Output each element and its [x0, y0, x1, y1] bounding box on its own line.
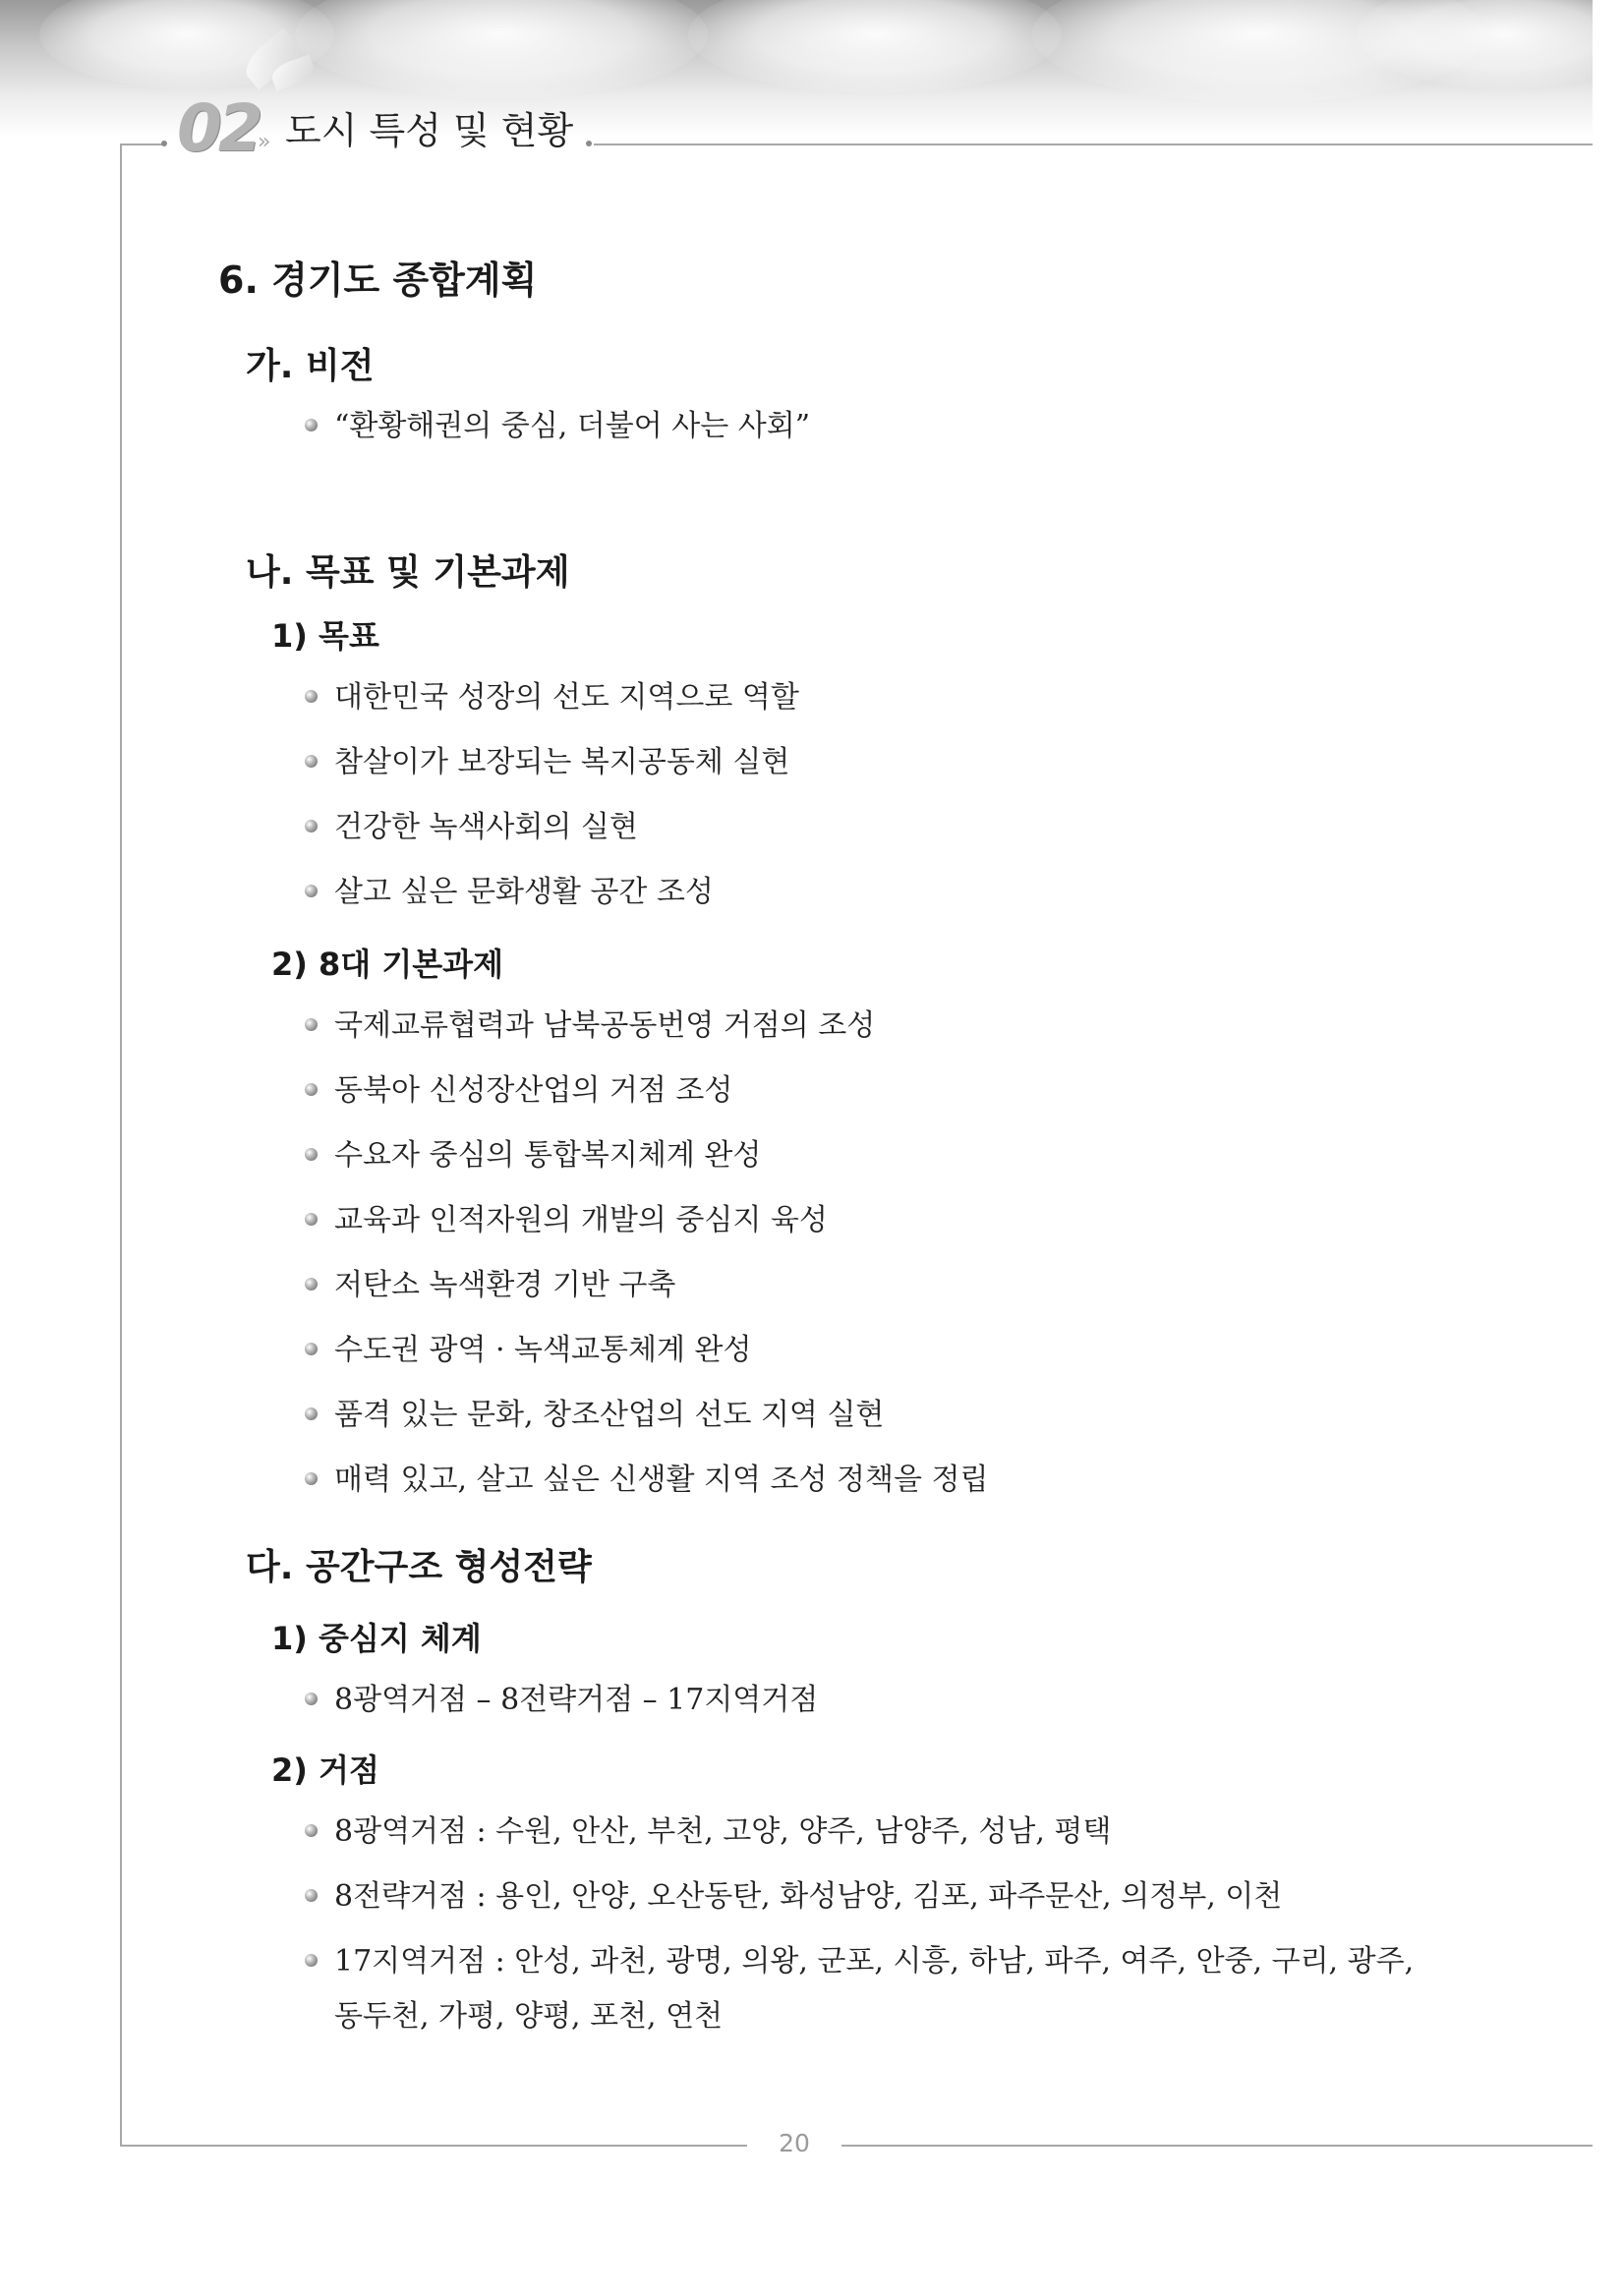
section-title: 6. 경기도 종합계획	[218, 258, 538, 302]
spatial-heading: 다. 공간구조 형성전략	[246, 1547, 592, 1587]
frame-dot-right	[586, 141, 592, 146]
bullet-icon	[305, 1407, 318, 1420]
frame-top-left-line	[120, 144, 165, 145]
bullet-icon	[305, 1278, 318, 1291]
chapter-arrow-icon: »	[258, 130, 271, 154]
bullet-icon	[305, 820, 318, 832]
hubs-subheading: 2) 거점	[271, 1751, 379, 1789]
bullet-icon	[305, 1889, 318, 1902]
frame-bottom-left-line	[120, 2145, 747, 2147]
chapter-title: 도시 특성 및 현황	[285, 109, 574, 152]
tasks-subheading: 2) 8대 기본과제	[271, 946, 503, 983]
chapter-number: 02	[177, 90, 260, 166]
bullet-icon	[305, 1213, 318, 1226]
bullet-icon	[305, 1472, 318, 1485]
frame-top-right-line	[594, 144, 1593, 145]
page-number: 20	[779, 2129, 810, 2157]
frame-bottom-right-line	[841, 2145, 1593, 2147]
bullet-icon	[305, 1343, 318, 1355]
goals-heading: 나. 목표 및 기본과제	[246, 552, 570, 593]
bullet-icon	[305, 1018, 318, 1031]
bullet-icon	[305, 755, 318, 768]
bullet-icon	[305, 1954, 318, 1967]
bullet-icon	[305, 690, 318, 703]
bullet-icon	[305, 419, 318, 431]
bullet-icon	[305, 1148, 318, 1161]
bullet-icon	[305, 1083, 318, 1096]
list-item: 17지역거점 : 안성, 과천, 광명, 의왕, 군포, 시흥, 하남, 파주, 여주, 안중, 구리, 광주, 동두천, 가평, 양평, 포천, 연천	[305, 1934, 1465, 2044]
goal-subheading: 1) 목표	[271, 617, 379, 655]
center-subheading: 1) 중심지 체계	[271, 1620, 482, 1657]
vision-heading: 가. 비전	[246, 346, 375, 386]
frame-left-line	[120, 144, 122, 2145]
frame-dot-left	[161, 141, 167, 146]
bullet-icon	[305, 1693, 318, 1705]
bullet-icon	[305, 885, 318, 897]
bullet-icon	[305, 1824, 318, 1837]
